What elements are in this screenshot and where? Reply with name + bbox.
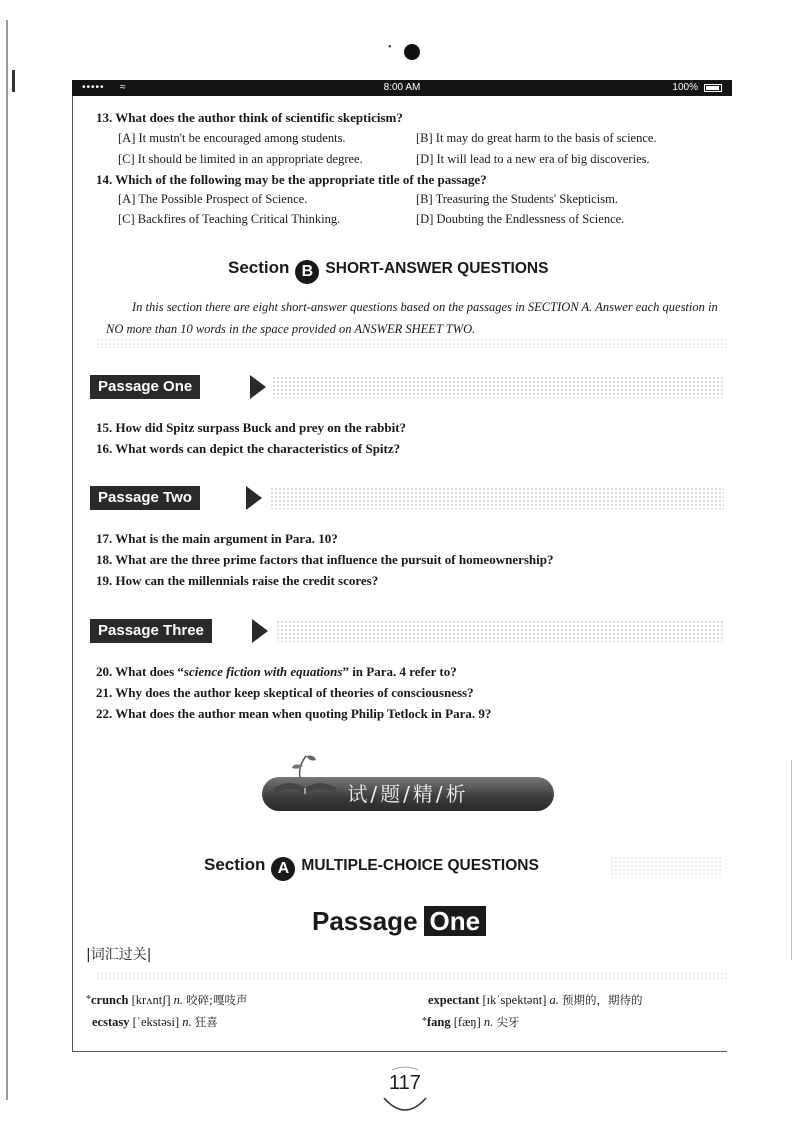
question-text: Why does the author keep skeptical of theories of consciousness? <box>115 685 474 700</box>
question-15 <box>96 420 406 436</box>
section-prefix: Section <box>204 855 266 874</box>
passage-three-arrow <box>252 619 268 643</box>
question-20 <box>96 664 457 680</box>
option-label: [A] <box>118 192 136 206</box>
passage-label: Passage One <box>90 375 200 399</box>
dither-strip <box>96 972 726 980</box>
dither-strip <box>276 620 724 642</box>
option-text: The Possible Prospect of Science. <box>138 192 308 206</box>
vocab-word: fang <box>427 1015 451 1029</box>
vocab-ipa: [ɪkˈspektənt] <box>482 993 547 1007</box>
section-a-title <box>204 855 539 881</box>
vocab-meaning: 预期的，期待的 <box>562 993 643 1007</box>
option-text: Backfires of Teaching Critical Thinking. <box>137 212 341 226</box>
analysis-banner-text: 试/题/精/析 <box>347 782 469 806</box>
option-text: It may do great harm to the basis of science. <box>435 131 657 145</box>
vocab-star: * <box>86 994 91 1005</box>
question-text: What words can depict the characteristics of Spitz? <box>115 441 401 456</box>
option-text: It will lead to a new era of big discoveries. <box>436 152 650 166</box>
question-17 <box>96 531 338 547</box>
option-13-a[interactable] <box>118 131 346 146</box>
option-13-b[interactable] <box>416 131 657 146</box>
camera-dot-small: • <box>388 42 392 53</box>
option-text: Doubting the Endlessness of Science. <box>436 212 625 226</box>
instructions-text: In this section there are eight short-answer questions based on the passages in SECTION A. Answer each question in NO more than 10 words in the space provided on ANSWER SHEET TWO. <box>106 300 718 336</box>
option-label: [B] <box>416 131 433 145</box>
question-text-post: ” in Para. 4 refer to? <box>342 664 457 679</box>
section-b-instructions <box>106 296 721 340</box>
question-text: What is the main argument in Para. 10? <box>115 531 338 546</box>
question-16 <box>96 441 400 457</box>
dither-strip <box>270 487 724 509</box>
vocab-meaning: 咬碎;嘎吱声 <box>186 993 248 1007</box>
vocab-meaning: 尖牙 <box>496 1015 520 1029</box>
frame-line-left <box>72 96 73 1051</box>
question-number: 17. <box>96 531 113 546</box>
vocab-star: * <box>422 1016 427 1027</box>
option-text: Treasuring the Students' Skepticism. <box>435 192 618 206</box>
battery-icon <box>704 84 722 92</box>
option-label: [D] <box>416 212 434 226</box>
battery-percent: 100% <box>672 82 698 93</box>
option-text: It mustn't be encouraged among students. <box>138 131 346 145</box>
open-book-icon <box>270 748 340 798</box>
question-number: 21. <box>96 685 113 700</box>
dither-strip <box>272 376 724 398</box>
vocab-label: |词汇过关| <box>86 947 152 963</box>
vocab-word: crunch <box>91 993 129 1007</box>
passage-one-arrow <box>250 375 266 399</box>
vocab-ipa: [krʌntʃ] <box>131 993 171 1007</box>
signal-icon: ••••• <box>82 82 105 93</box>
question-number: 14. <box>96 172 113 187</box>
question-text: What does the author think of scientific skepticism? <box>115 110 403 125</box>
passage-label: Passage Two <box>90 486 200 510</box>
section-letter-badge: B <box>295 260 319 284</box>
vocab-ipa: [ˈekstəsi] <box>132 1015 180 1029</box>
page-number: 117 <box>389 1072 421 1094</box>
scan-edge <box>6 20 8 1100</box>
vocab-word: ecstasy <box>92 1015 130 1029</box>
question-text: Which of the following may be the appropriate title of the passage? <box>115 172 487 187</box>
scan-mark <box>12 70 15 92</box>
question-number: 19. <box>96 573 113 588</box>
question-text: How can the millennials raise the credit scores? <box>115 573 379 588</box>
vocab-pos: n. <box>182 1015 192 1029</box>
vocab-pos: a. <box>549 993 559 1007</box>
option-14-c[interactable] <box>118 212 340 227</box>
question-19 <box>96 573 378 589</box>
option-13-d[interactable] <box>416 152 650 167</box>
vocab-word: expectant <box>428 993 480 1007</box>
option-13-c[interactable] <box>118 152 363 167</box>
vocab-item <box>92 1014 218 1030</box>
passage-two-arrow <box>246 486 262 510</box>
wifi-icon: ≈ <box>120 82 126 93</box>
option-label: [C] <box>118 152 135 166</box>
question-text: How did Spitz surpass Buck and prey on the rabbit? <box>115 420 407 435</box>
question-text-pre: What does “ <box>115 664 184 679</box>
question-text: What are the three prime factors that influence the pursuit of homeownership? <box>115 552 554 567</box>
section-prefix: Section <box>228 258 290 277</box>
question-13 <box>96 110 403 126</box>
option-14-b[interactable] <box>416 192 618 207</box>
option-label: [C] <box>118 212 135 226</box>
question-number: 22. <box>96 706 113 721</box>
dither-strip <box>96 338 726 348</box>
question-number: 15. <box>96 420 113 435</box>
question-number: 18. <box>96 552 113 567</box>
vocab-pos: n. <box>173 993 183 1007</box>
scan-edge-right <box>791 760 792 960</box>
passage-label: Passage Three <box>90 619 212 643</box>
question-text-quote: science fiction with equations <box>183 664 343 679</box>
dither-strip <box>610 856 722 878</box>
question-18 <box>96 552 554 568</box>
section-b-title <box>228 258 548 284</box>
vocab-ipa: [fæŋ] <box>453 1015 481 1029</box>
option-text: It should be limited in an appropriate degree. <box>137 152 363 166</box>
passage-heading <box>312 906 486 937</box>
question-14 <box>96 172 487 188</box>
question-text: What does the author mean when quoting Philip Tetlock in Para. 9? <box>115 706 492 721</box>
frame-line-bottom <box>72 1051 727 1052</box>
status-bar <box>72 80 732 96</box>
status-time: 8:00 AM <box>383 82 421 93</box>
passage-heading-number: One <box>424 906 487 936</box>
option-label: [A] <box>118 131 136 145</box>
vocab-item <box>428 992 643 1008</box>
vocab-item <box>422 1014 519 1030</box>
option-14-a[interactable] <box>118 192 307 207</box>
question-number: 20. <box>96 664 113 679</box>
vocab-item <box>86 992 248 1008</box>
question-number: 16. <box>96 441 113 456</box>
camera-dot <box>404 44 420 60</box>
question-21 <box>96 685 474 701</box>
vocab-meaning: 狂喜 <box>194 1015 218 1029</box>
passage-heading-word: Passage <box>312 906 418 936</box>
section-heading: SHORT-ANSWER QUESTIONS <box>325 260 549 277</box>
section-letter-badge: A <box>271 857 295 881</box>
option-14-d[interactable] <box>416 212 624 227</box>
question-number: 13. <box>96 110 113 125</box>
vocab-pos: n. <box>483 1015 494 1029</box>
section-heading: MULTIPLE-CHOICE QUESTIONS <box>301 857 539 874</box>
question-22 <box>96 706 491 722</box>
option-label: [B] <box>416 192 433 206</box>
option-label: [D] <box>416 152 434 166</box>
